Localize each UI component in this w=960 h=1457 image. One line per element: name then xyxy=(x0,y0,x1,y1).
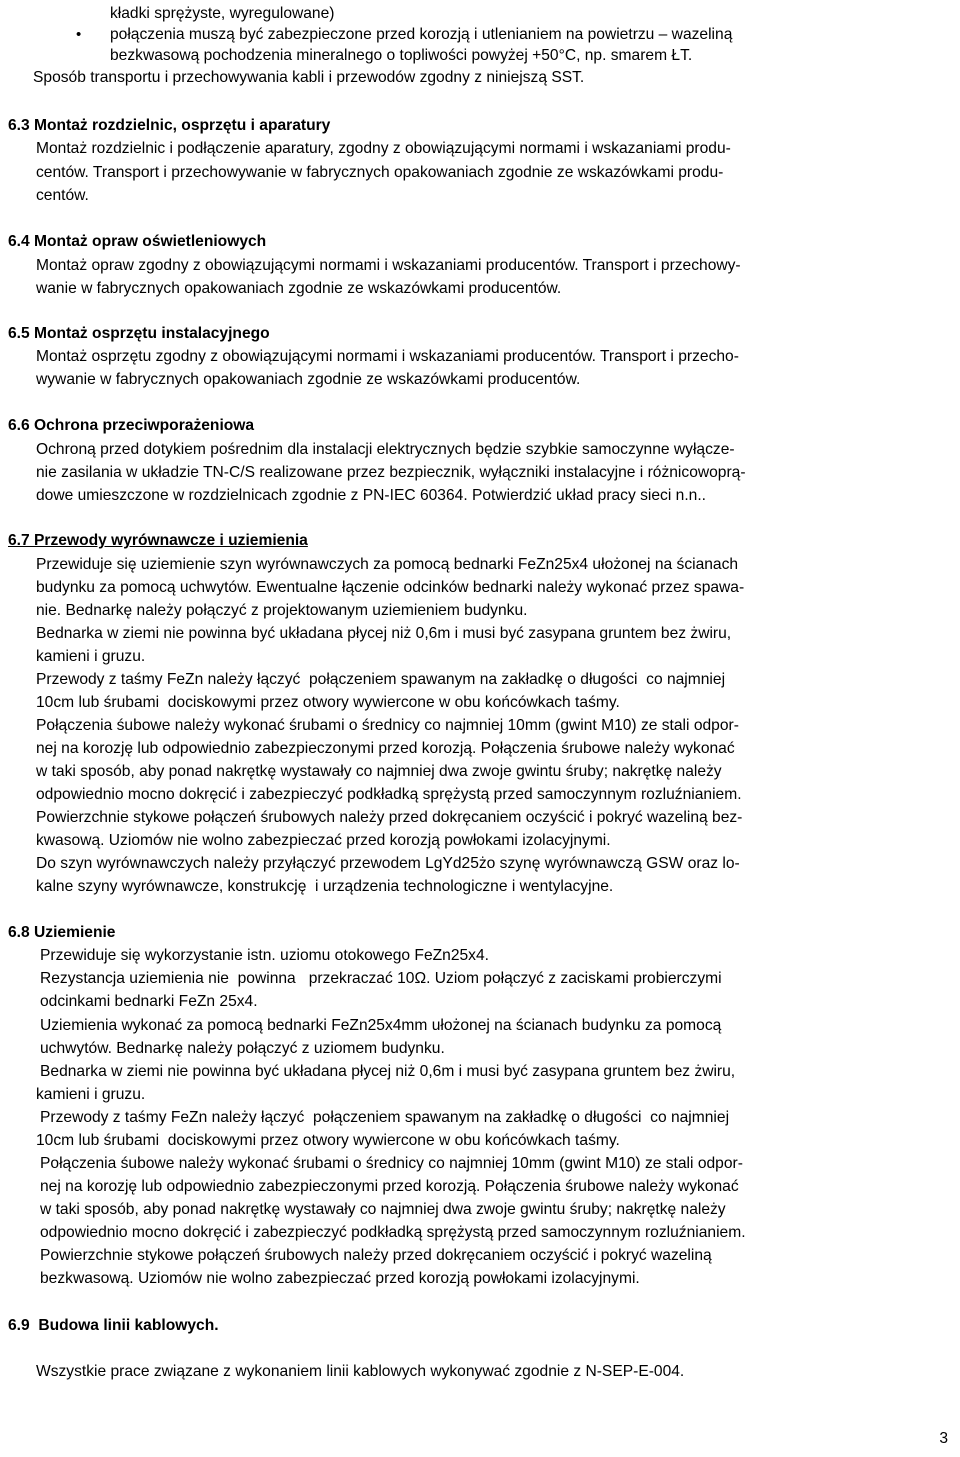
section-6-3-line: centów. xyxy=(36,187,89,204)
section-6-7-line: Przewody z taśmy FeZn należy łączyć połączeniem spawanym na zakładkę o długości co najmniej xyxy=(36,671,726,688)
section-6-7-line: Przewiduje się uziemienie szyn wyrównawczych za pomocą bednarki FeZn25x4 ułożonej na ścianach xyxy=(36,556,739,573)
section-6-7-line: kalne szyny wyrównawcze, konstrukcję i urządzenia technologiczne i wentylacyjne. xyxy=(36,878,614,895)
section-heading-6-6: 6.6 Ochrona przeciwporażeniowa xyxy=(8,417,255,434)
section-6-7-line: Do szyn wyrównawczych należy przyłączyć przewodem LgYd25żo szynę wyrównawczą GSW oraz lo- xyxy=(36,855,740,872)
intro-line: Sposób transportu i przechowywania kabli i przewodów zgodny z niniejszą SST. xyxy=(33,69,585,86)
section-6-7-line: odpowiednio mocno dokręcić i zabezpieczyć podkładką sprężystą przed samoczynnym rozluźnianiem. xyxy=(36,786,742,803)
section-6-7-line: budynku za pomocą uchwytów. Ewentualne łączenie odcinków bednarki należy wykonać przez spawa- xyxy=(36,579,745,596)
section-heading-6-5: 6.5 Montaż osprzętu instalacyjnego xyxy=(8,325,270,342)
section-6-6-line: nie zasilania w układzie TN-C/S realizowane przez bezpiecznik, wyłączniki instalacyjne i różnicowoprą- xyxy=(36,464,746,481)
section-6-8-line: Bednarka w ziemi nie powinna być układana płycej niż 0,6m i musi być zasypana gruntem bez żwiru, xyxy=(40,1063,736,1080)
section-heading-6-4: 6.4 Montaż opraw oświetleniowych xyxy=(8,233,267,250)
intro-line: bezkwasową pochodzenia mineralnego o topliwości powyżej +50°C, np. smarem ŁT. xyxy=(110,47,693,64)
intro-line: połączenia muszą być zabezpieczone przed korozją i utlenianiem na powietrzu – wazeliną xyxy=(110,26,733,43)
section-6-8-line: Przewody z taśmy FeZn należy łączyć połączeniem spawanym na zakładkę o długości co najmniej xyxy=(40,1109,730,1126)
section-6-8-line: Uziemienia wykonać za pomocą bednarki FeZn25x4mm ułożonej na ścianach budynku za pomocą xyxy=(40,1017,722,1034)
section-6-8-line: Przewiduje się wykorzystanie istn. uziomu otokowego FeZn25x4. xyxy=(40,947,489,964)
section-6-3-line: centów. Transport i przechowywanie w fabrycznych opakowaniach zgodnie ze wskazówkami produ- xyxy=(36,164,724,181)
section-6-8-line: bezkwasową. Uziomów nie wolno zabezpieczać przed korozją powłokami izolacyjnymi. xyxy=(40,1270,640,1287)
section-6-8-line: nej na korozję lub odpowiednio zabezpieczonymi przed korozją. Połączenia śrubowe należy wykonać xyxy=(40,1178,739,1195)
section-6-6-line: dowe umieszczone w rozdzielnicach zgodnie z PN-IEC 60364. Potwierdzić układ pracy sieci n.n.. xyxy=(36,487,706,504)
section-6-8-line: kamieni i gruzu. xyxy=(36,1086,146,1103)
bullet-icon: • xyxy=(76,26,82,43)
intro-line: kładki sprężyste, wyregulowane) xyxy=(110,5,335,22)
section-6-3-line: Montaż rozdzielnic i podłączenie aparatury, zgodny z obowiązującymi normami i wskazaniami produ- xyxy=(36,140,731,157)
section-6-7-line: kamieni i gruzu. xyxy=(36,648,146,665)
section-6-8-line: Rezystancja uziemienia nie powinna przekraczać 10Ω. Uziom połączyć z zaciskami probierczymi xyxy=(40,970,722,987)
section-6-8-line: odpowiednio mocno dokręcić i zabezpieczyć podkładką sprężystą przed samoczynnym rozluźnianiem. xyxy=(40,1224,746,1241)
section-6-9-line: Wszystkie prace związane z wykonaniem linii kablowych wykonywać zgodnie z N-SEP-E-004. xyxy=(36,1363,685,1380)
section-heading-6-9: 6.9 Budowa linii kablowych. xyxy=(8,1317,219,1334)
section-6-4-line: wanie w fabrycznych opakowaniach zgodnie ze wskazówkami producentów. xyxy=(36,280,562,297)
section-6-7-line: Powierzchnie stykowe połączeń śrubowych należy przed dokręcaniem oczyścić i pokryć wazeliną bez- xyxy=(36,809,743,826)
section-6-7-line: Połączenia śubowe należy wykonać śrubami o średnicy co najmniej 10mm (gwint M10) ze stali odpor- xyxy=(36,717,739,734)
section-6-7-line: Bednarka w ziemi nie powinna być układana płycej niż 0,6m i musi być zasypana gruntem bez żwiru, xyxy=(36,625,732,642)
section-6-8-line: w taki sposób, aby ponad nakrętkę wystawały co najmniej dwa zwoje gwintu śruby; nakrętkę należy xyxy=(40,1201,726,1218)
section-6-8-line: 10cm lub śrubami dociskowymi przez otwory wywiercone w obu końcówkach taśmy. xyxy=(36,1132,620,1149)
section-6-6-line: Ochroną przed dotykiem pośrednim dla instalacji elektrycznych będzie szybkie samoczynne wyłącze- xyxy=(36,441,735,458)
section-6-7-line: w taki sposób, aby ponad nakrętkę wystawały co najmniej dwa zwoje gwintu śruby; nakrętkę należy xyxy=(36,763,722,780)
section-6-8-line: uchwytów. Bednarkę należy połączyć z uziomem budynku. xyxy=(40,1040,445,1057)
section-6-8-line: Połączenia śubowe należy wykonać śrubami o średnicy co najmniej 10mm (gwint M10) ze stali odpor- xyxy=(40,1155,743,1172)
section-6-7-line: 10cm lub śrubami dociskowymi przez otwory wywiercone w obu końcówkach taśmy. xyxy=(36,694,620,711)
section-6-7-line: kwasową. Uziomów nie wolno zabezpieczać przed korozją powłokami izolacyjnymi. xyxy=(36,832,611,849)
section-6-7-line: nie. Bednarkę należy połączyć z projektowanym uziemieniem budynku. xyxy=(36,602,528,619)
section-6-7-line: nej na korozję lub odpowiednio zabezpieczonymi przed korozją. Połączenia śrubowe należy wykonać xyxy=(36,740,735,757)
section-6-5-line: wywanie w fabrycznych opakowaniach zgodnie ze wskazówkami producentów. xyxy=(36,371,581,388)
section-heading-6-8: 6.8 Uziemienie xyxy=(8,924,116,941)
page-number: 3 xyxy=(939,1430,948,1447)
section-heading-6-7: 6.7 Przewody wyrównawcze i uziemienia xyxy=(8,532,308,549)
section-6-8-line: odcinkami bednarki FeZn 25x4. xyxy=(40,993,258,1010)
section-6-5-line: Montaż osprzętu zgodny z obowiązującymi normami i wskazaniami producentów. Transport i przecho- xyxy=(36,348,739,365)
section-6-4-line: Montaż opraw zgodny z obowiązującymi normami i wskazaniami producentów. Transport i przechowy- xyxy=(36,257,741,274)
section-heading-6-3: 6.3 Montaż rozdzielnic, osprzętu i aparatury xyxy=(8,117,331,134)
section-6-8-line: Powierzchnie stykowe połączeń śrubowych należy przed dokręcaniem oczyścić i pokryć wazeliną xyxy=(40,1247,712,1264)
